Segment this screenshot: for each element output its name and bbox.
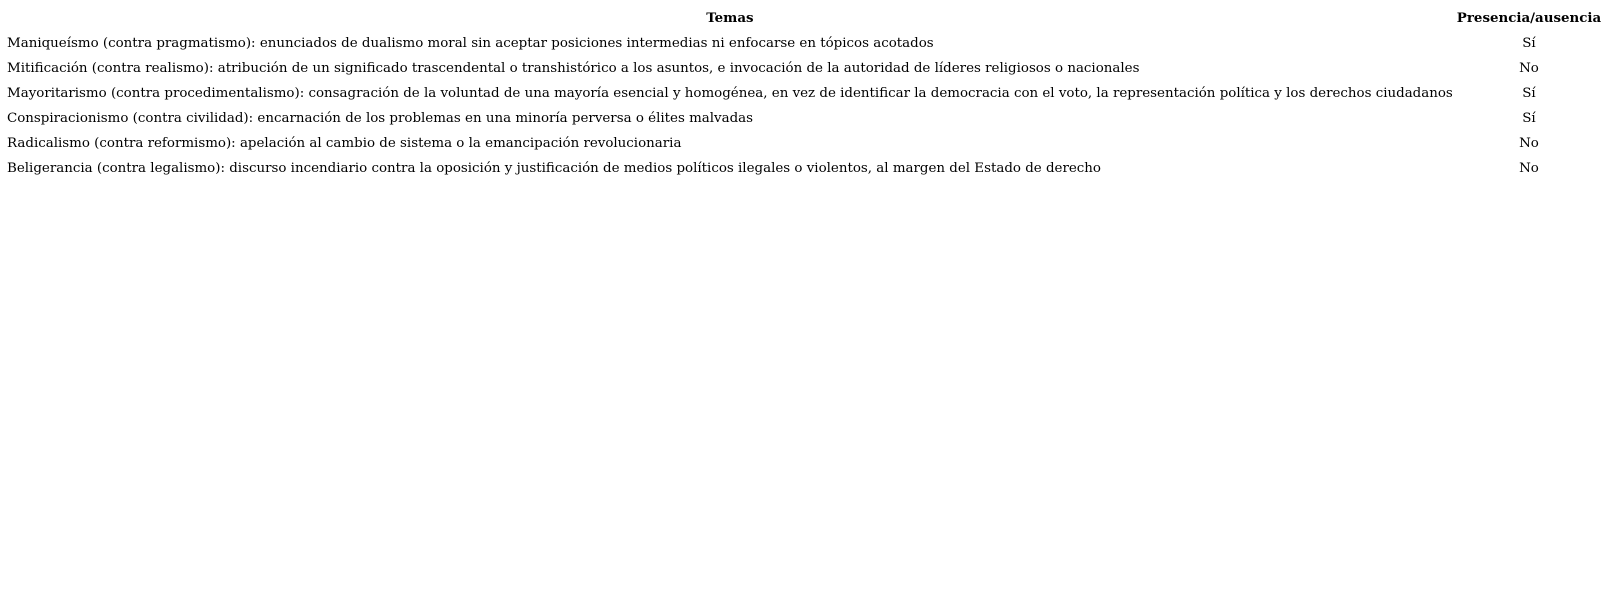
header-topics: Temas bbox=[706, 10, 754, 26]
header-row bbox=[5, 6, 1603, 31]
topic-cell: Mitificación (contra realismo): atribución de un significado trascendental o transhistórico a los asuntos, e invocación de la autoridad de líderes religiosos o nacionales bbox=[7, 61, 1140, 76]
presence-cell: No bbox=[1519, 61, 1539, 76]
topic-cell: Conspiracionismo (contra civilidad): encarnación de los problemas en una minoría perversa o élites malvadas bbox=[7, 111, 754, 126]
table-body bbox=[5, 31, 1603, 181]
presence-cell: No bbox=[1519, 136, 1539, 151]
table-row bbox=[5, 56, 1603, 81]
table-row bbox=[5, 81, 1603, 106]
topic-cell: Radicalismo (contra reformismo): apelación al cambio de sistema o la emancipación revolucionaria bbox=[7, 136, 682, 151]
topic-cell: Mayoritarismo (contra procedimentalismo): consagración de la voluntad de una mayoría esencial y homogénea, en vez de identificar la democracia con el voto, la representación política y los derechos ciudadanos bbox=[7, 86, 1453, 101]
presence-cell: No bbox=[1519, 161, 1539, 176]
table-row bbox=[5, 131, 1603, 156]
topic-cell: Beligerancia (contra legalismo): discurso incendiario contra la oposición y justificación de medios políticos ilegales o violentos, al margen del Estado de derecho bbox=[7, 161, 1101, 176]
topics-table bbox=[5, 6, 1603, 181]
presence-cell: Sí bbox=[1522, 111, 1536, 126]
header-presence: Presencia/ausencia bbox=[1456, 10, 1602, 26]
topic-cell: Maniqueísmo (contra pragmatismo): enunciados de dualismo moral sin aceptar posiciones intermedias ni enfocarse en tópicos acotados bbox=[7, 36, 934, 51]
presence-cell: Sí bbox=[1522, 86, 1536, 101]
presence-cell: Sí bbox=[1522, 36, 1536, 51]
table-row bbox=[5, 106, 1603, 131]
table-row bbox=[5, 31, 1603, 56]
table-row bbox=[5, 156, 1603, 181]
table-header bbox=[5, 6, 1603, 31]
